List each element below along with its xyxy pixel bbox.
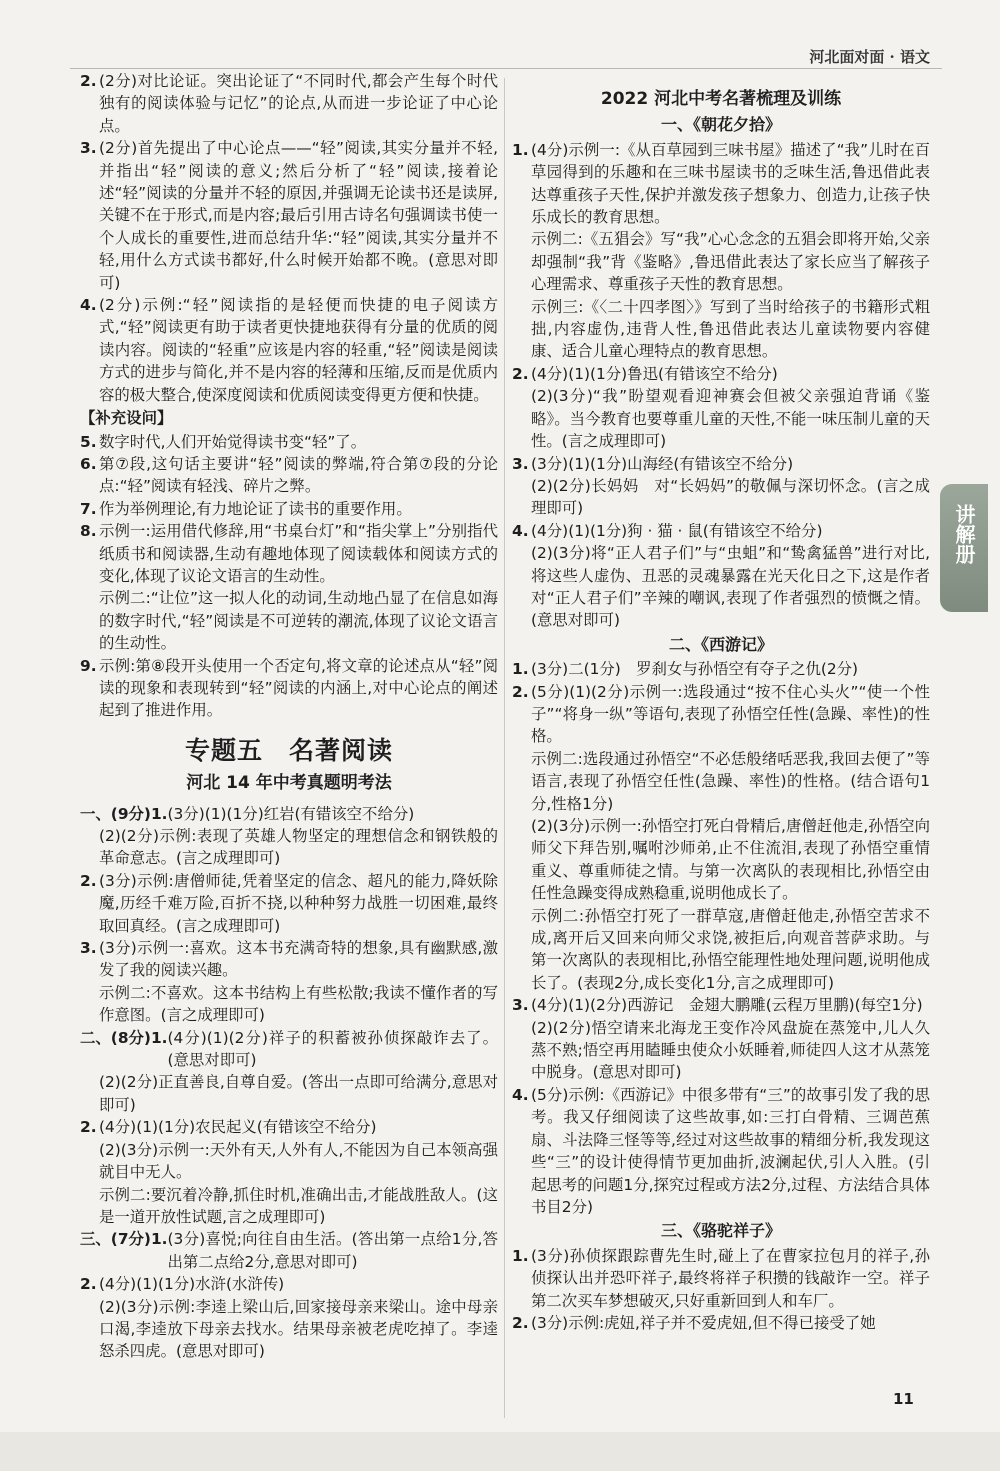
answer-text: (5分)示例:《西游记》中很多带有“三”的故事引发了我的思考。我又仔细阅读了这些故事,如:三打白骨精、三调芭蕉扇、斗法降三怪等等,经过对这些故事的精细分析,我发现这些“三”的设计使得情节更加曲折,波澜起伏,引人入胜。(引起思考的问题1分,探究过程或方法2分,过程、方法结合具体书目2分)	[531, 1085, 930, 1216]
answer-text: (2分)首先提出了中心论点——“轻”阅读,其实分量并不轻,并指出“轻”阅读的意义;然后分析了“轻”阅读,接着论述“轻”阅读的分量并不轻的原因,并强调无论读书还是读屏,关键不在于形式,而是内容;最后引用古诗名句强调读书使一个人成长的重要性,进而总结升华:“轻”阅读,其实分量并不轻,用什么方式读书都好,什么时候开始都不晚。(意思对即可)	[99, 139, 498, 292]
answer-number: 1.	[512, 1246, 529, 1265]
answer-number: 2.	[512, 1313, 529, 1332]
answer-number: 3.	[512, 454, 529, 473]
answer-sub: (2)(2分)示例:表现了英雄人物坚定的理想信念和钢铁般的革命意志。(言之成理即可)	[99, 827, 498, 868]
topic-title: 专题五 名著阅读	[184, 735, 393, 765]
answer-text: (2分)示例:“轻”阅读指的是轻便而快捷的电子阅读方式,“轻”阅读更有助于读者更快捷地获得有分量的优质的阅读内容。阅读的“轻重”应该是内容的轻重,“轻”阅读是阅读方式的进步与简化,并不是内容的轻薄和压缩,反而是优质内容的极大整合,使深度阅读和优质阅读变得更方便和快捷。	[99, 296, 498, 404]
answer-number: 2.	[80, 72, 97, 90]
answer-item	[512, 139, 930, 229]
topic-subtitle: 河北 14 年中考真题明考法	[186, 773, 392, 794]
answer-item	[512, 658, 930, 680]
answer-item	[80, 1228, 498, 1273]
answer-extra: 示例二:孙悟空打死了一群草寇,唐僧赶他走,孙悟空苦求不成,离开后又回来向师父求饶,被拒后,向观音菩萨求助。与第一次离队的表现相比,孙悟空能理性地处理问题,说明他成长了。(表现2分,成长变化1分,言之成理即可)	[531, 906, 930, 992]
answer-item	[512, 1312, 930, 1334]
answer-sub: (2)(3分)“我”盼望观看迎神赛会但被父亲强迫背诵《鉴略》。当今教育也要尊重儿童的天性,不能一味压制儿童的天性。(言之成理即可)	[531, 387, 930, 451]
answer-item	[512, 453, 930, 475]
answer-extra: 示例二:不喜欢。这本书结构上有些松散;我读不懂作者的写作意图。(言之成理即可)	[99, 983, 498, 1025]
answer-sub: (2)(3分)示例一:天外有天,人外有人,不能因为自己本领高强就目中无人。	[99, 1140, 498, 1182]
answer-item	[80, 1027, 498, 1072]
answer-number: 9.	[80, 656, 97, 675]
answer-number: 4.	[80, 296, 97, 315]
answer-number: 二、(8分)1.	[80, 1028, 168, 1047]
answer-text: (4分)示例一:《从百草园到三味书屋》描述了“我”儿时在百草园得到的乐趣和在三味书屋读书的乏味生活,鲁迅借此表达尊重孩子天性,保护并激发孩子想象力、创造力,让孩子快乐成长的教育思想。	[531, 140, 930, 227]
answer-text: (5分)(1)(2分)示例一:选段通过“按不住心头火”“使一个性子”“将身一纵”等语句,表现了孙悟空任性(急躁、率性)的性格。	[531, 682, 930, 746]
answer-text: (4分)(1)(2分)祥子的积蓄被孙侦探敲诈去了。(意思对即可)	[167, 1028, 498, 1070]
answer-item	[512, 1245, 930, 1312]
section-heading: 三、《骆驼祥子》	[660, 1221, 781, 1241]
answer-item	[512, 1084, 930, 1218]
answer-text: (3分)示例:唐僧师徒,凭着坚定的信念、超凡的能力,降妖除魔,历经千难万险,百折不挠,以种种努力战胜一切困难,最终取回真经。(言之成理即可)	[99, 871, 498, 935]
answer-text: (4分)(1)(1分)鲁迅(有错该空不给分)	[531, 364, 778, 383]
answer-item	[80, 70, 498, 137]
side-tab-label: 讲解册	[952, 504, 976, 564]
answer-item	[80, 498, 498, 520]
answer-text: 第⑦段,这句话主要讲“轻”阅读的弊端,符合第⑦段的分论点:“轻”阅读有轻浅、碎片之弊。	[99, 454, 498, 496]
answer-text: (3分)示例:虎妞,祥子并不爱虎妞,但不得已接受了她	[531, 1313, 876, 1332]
answer-text: (3分)(1)(1分)红岩(有错该空不给分)	[167, 804, 415, 823]
answer-text: (3分)喜悦;向往自由生活。(答出第一点给1分,答出第二点给2分,意思对即可)	[167, 1230, 498, 1271]
page-number: 11	[893, 1390, 914, 1408]
answer-item	[512, 363, 930, 385]
answer-text: 示例一:运用借代修辞,用“书桌台灯”和“指尖掌上”分别指代纸质书和阅读器,生动有趣地体现了阅读载体和阅读方式的变化,体现了议论文语言的生动性。	[99, 522, 498, 585]
answer-text: 示例:第⑧段开头使用一个否定句,将文章的论述点从“轻”阅读的现象和表现转到“轻”阅读的内涵上,对中心论点的阐述起到了推进作用。	[99, 656, 498, 720]
answer-extra: 示例三:《〈二十四孝图〉》写到了当时给孩子的书籍形式粗拙,内容虚伪,违背人性,鲁迅借此表达儿童读物要内容健康、适合儿童心理特点的教育思想。	[531, 297, 930, 361]
answer-item	[80, 1273, 498, 1295]
answer-number: 3.	[512, 996, 529, 1015]
answer-number: 1.	[512, 660, 529, 679]
answer-number: 4.	[512, 521, 529, 540]
answer-item	[80, 520, 498, 587]
answer-extra: 示例二:选段通过孙悟空“不必恁般绪咶恶我,我回去便了”等语言,表现了孙悟空任性(急躁、率性)的性格。(结合语句1分,性格1分)	[531, 749, 930, 813]
right-column	[512, 70, 930, 1334]
answer-number: 2.	[80, 871, 97, 890]
answer-text: (3分)二(1分) 罗刹女与孙悟空有夺子之仇(2分)	[531, 660, 859, 679]
answer-number: 一、(9分)1.	[80, 804, 168, 823]
answer-item	[80, 870, 498, 937]
answer-extra: 示例二:要沉着冷静,抓住时机,准确出击,才能战胜敌人。(这是一道开放性试题,言之成理即可)	[99, 1185, 498, 1226]
answer-text: (3分)孙侦探跟踪曹先生时,碰上了在曹家拉包月的祥子,孙侦探认出并恐吓祥子,最终将祥子积攒的钱敲诈一空。祥子第二次买车梦想破灭,只好重新回到人和车厂。	[531, 1246, 930, 1310]
answer-extra: 示例二:“让位”这一拟人化的动词,生动地凸显了在信息如海的数字时代,“轻”阅读是不可逆转的潮流,体现了议论文语言的生动性。	[99, 589, 498, 653]
answer-item	[80, 137, 498, 294]
answer-number: 6.	[80, 454, 97, 473]
answer-text: (4分)(1)(1分)农民起义(有错该空不给分)	[99, 1118, 377, 1137]
answer-item	[512, 994, 930, 1016]
answer-sub: (2)(3分)将“正人君子们”与“虫蛆”和“鸷禽猛兽”进行对比,将这些人虚伪、丑恶的灵魂暴露在光天化日之下,这是作者对“正人君子们”辛辣的嘲讽,表现了作者强烈的愤慨之情。(意思对即可)	[531, 544, 930, 630]
answer-number: 7.	[80, 499, 97, 518]
answers-group-c	[80, 803, 498, 1363]
answer-extra: 示例二:《五猖会》写“我”心心念念的五猖会即将开始,父亲却强制“我”背《鉴略》,鲁迅借此表达了家长应当了解孩子心理需求、尊重孩子天性的教育思想。	[531, 230, 930, 294]
answer-item	[80, 803, 498, 825]
answer-item	[512, 520, 930, 542]
section-main-title: 2022 河北中考名著梳理及训练	[600, 89, 842, 109]
answer-number: 三、(7分)1.	[80, 1230, 168, 1249]
answer-number: 4.	[512, 1085, 529, 1104]
footer-band	[0, 1432, 1000, 1471]
answer-text: (3分)示例一:喜欢。这本书充满奇特的想象,具有幽默感,激发了我的阅读兴趣。	[99, 939, 498, 980]
answer-sub: (2)(3分)示例:李逵上梁山后,回家接母亲来梁山。途中母亲口渴,李逵放下母亲去找水。结果母亲被老虎吃掉了。李逵怒杀四虎。(意思对即可)	[99, 1297, 498, 1361]
answer-number: 2.	[80, 1275, 97, 1294]
answers-group-a	[80, 70, 498, 406]
answer-item	[80, 431, 498, 453]
answer-sub: (2)(2分)正直善良,自尊自爱。(答出一点即可给满分,意思对即可)	[99, 1073, 498, 1114]
answer-sub: (2)(2分)悟空请来北海龙王变作冷风盘旋在蒸笼中,儿人久蒸不熟;悟空再用瞌睡虫使众小妖睡着,师徒四人这才从蒸笼中脱身。(意思对即可)	[531, 1018, 930, 1082]
answer-item	[80, 453, 498, 498]
column-divider	[504, 78, 505, 1418]
answer-text: (4分)(1)(2分)西游记 金翅大鹏雕(云程万里鹏)(每空1分)	[531, 996, 923, 1015]
answer-item	[80, 655, 498, 722]
left-column	[80, 70, 498, 1363]
answer-item	[512, 681, 930, 748]
answer-number: 5.	[80, 432, 97, 451]
section-heading: 二、《西游记》	[668, 634, 773, 654]
answer-number: 3.	[80, 139, 97, 158]
answer-number: 2.	[512, 682, 529, 701]
answer-text: (2分)对比论证。突出论证了“不同时代,都会产生每个时代独有的阅读体验与记忆”的论点,从而进一步论证了中心论点。	[99, 72, 498, 135]
answer-number: 8.	[80, 522, 97, 541]
answer-item	[80, 937, 498, 982]
answers-group-b	[80, 431, 498, 722]
answer-sub: (2)(3分)示例一:孙悟空打死白骨精后,唐僧赶他走,孙悟空向师父下拜告别,嘱咐沙师弟,止不住流泪,表现了孙悟空重情重义、尊重师徒之情。与第一次离队的表现相比,孙悟空由任性急躁变得成熟稳重,说明他成长了。	[531, 817, 930, 903]
running-header-title: 河北面对面 · 语文	[809, 48, 930, 66]
answer-number: 3.	[80, 939, 97, 958]
answer-item	[80, 294, 498, 406]
side-tab-lecture-book	[940, 484, 988, 612]
answer-text: 作为举例理论,有力地论证了读书的重要作用。	[99, 499, 412, 518]
answer-number: 1.	[512, 140, 529, 159]
section-heading: 一、《朝花夕拾》	[660, 115, 781, 135]
answer-text: 数字时代,人们开始觉得读书变“轻”了。	[99, 432, 367, 451]
answer-text: (4分)(1)(1分)狗 · 猫 · 鼠(有错该空不给分)	[531, 521, 823, 540]
answer-item	[80, 1116, 498, 1138]
answer-number: 2.	[80, 1118, 97, 1137]
answer-sub: (2)(2分)长妈妈 对“长妈妈”的敬佩与深切怀念。(言之成理即可)	[531, 476, 930, 518]
answer-text: (3分)(1)(1分)山海经(有错该空不给分)	[531, 454, 794, 473]
supplement-label: 【补充设问】	[80, 409, 173, 428]
page-header	[0, 0, 1000, 70]
answer-number: 2.	[512, 364, 529, 383]
answer-text: (4分)(1)(1分)水浒(水浒传)	[99, 1275, 285, 1294]
header-rule	[70, 68, 942, 69]
